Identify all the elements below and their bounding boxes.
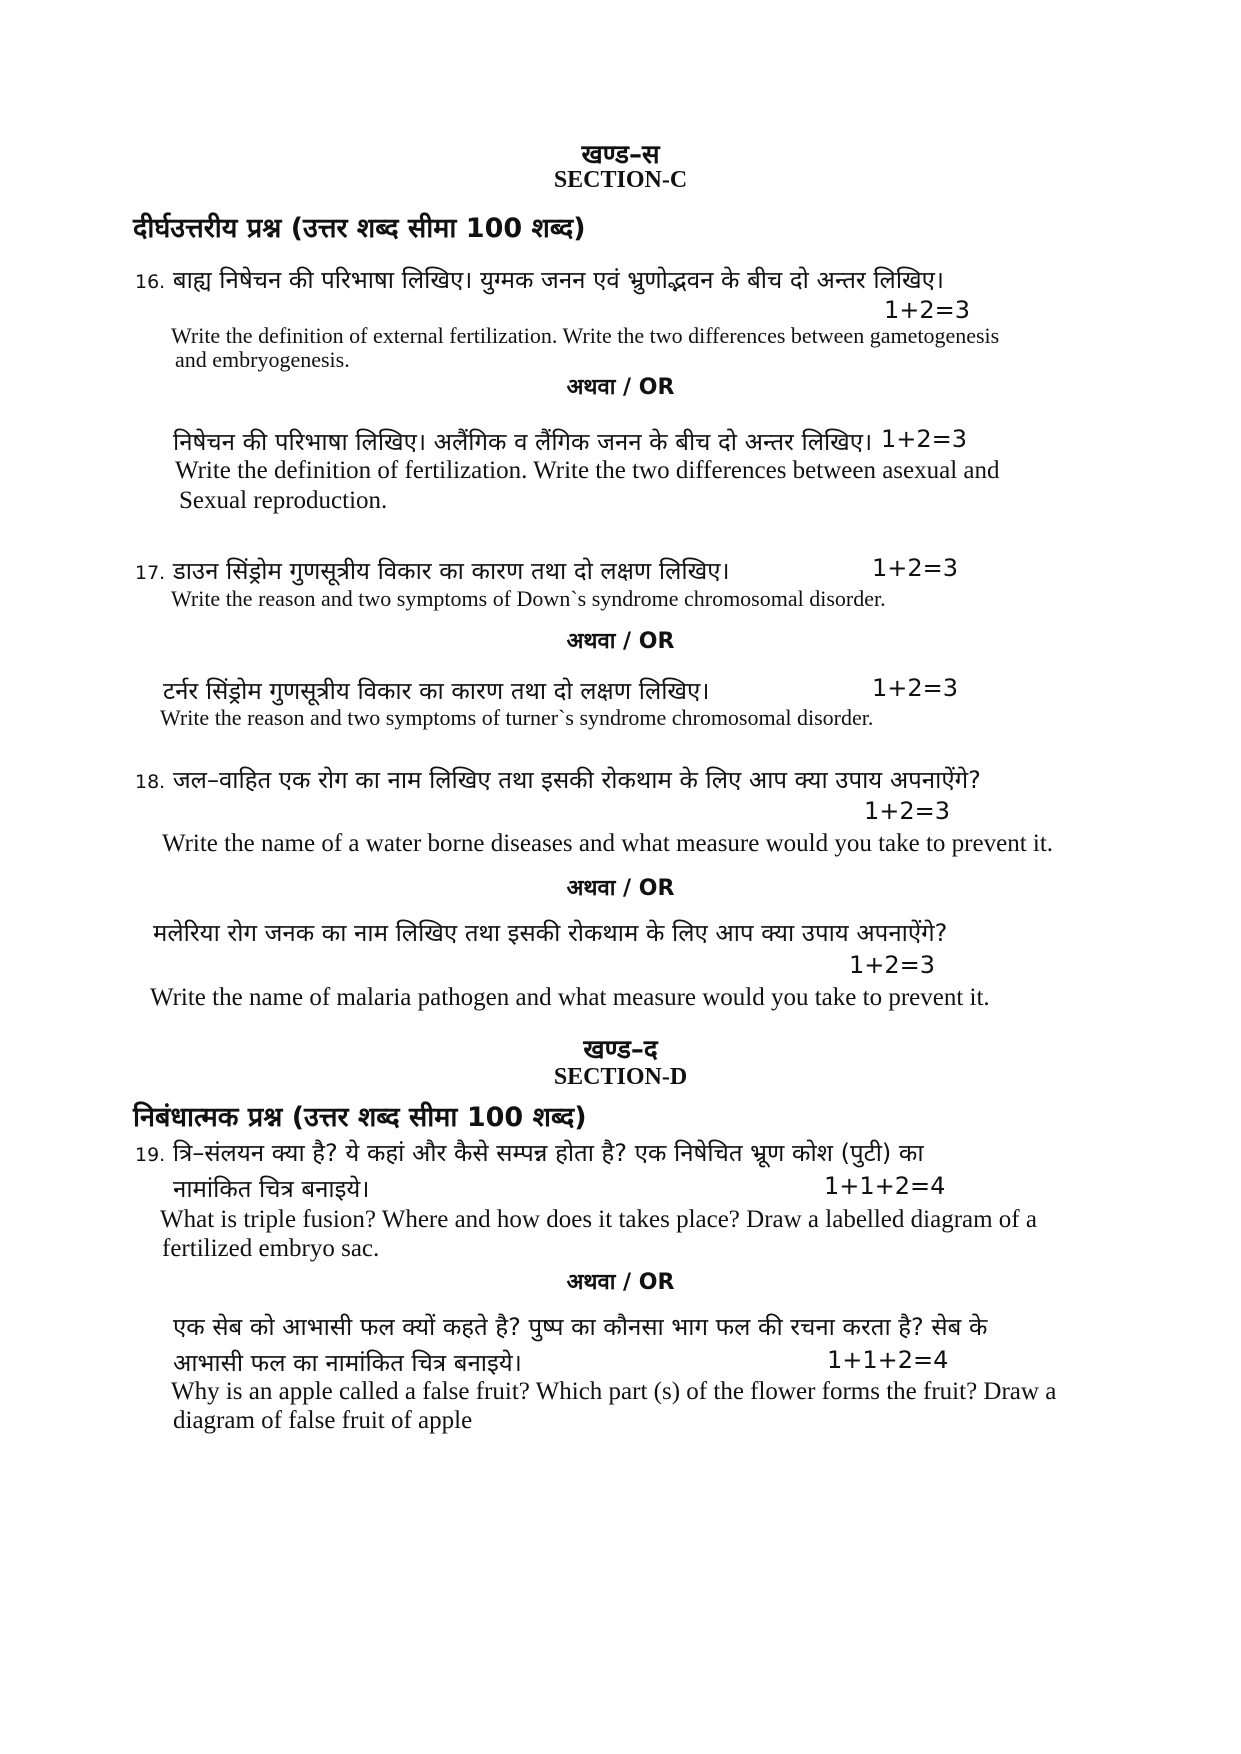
or-separator: अथवा / OR <box>566 1270 675 1295</box>
marks: 1+2=3 <box>864 797 951 825</box>
question-text-hindi-cont: नामांकित चित्र बनाइये। <box>173 1175 370 1203</box>
alt-question-text-hindi: एक सेब को आभासी फल क्यों कहते है? पुष्प का कौनसा भाग फल की रचना करता है? सेब के <box>173 1313 988 1341</box>
alt-question-text-english: Write the name of malaria pathogen and what measure would you take to prevent it. <box>150 984 990 1011</box>
question-text-english-cont: and embryogenesis. <box>175 347 350 372</box>
alt-question-text-english: Why is an apple called a false fruit? Which part (s) of the flower forms the fruit? Draw a <box>171 1378 1057 1405</box>
question-18 <box>135 763 981 796</box>
section-d-title: SECTION-D <box>553 1064 688 1090</box>
marks: 1+2=3 <box>872 674 959 702</box>
section-c-subtitle: दीर्घउत्तरीय प्रश्न (उत्तर शब्द सीमा 100 शब्द) <box>133 213 586 244</box>
marks: 1+2=3 <box>872 554 959 582</box>
marks: 1+1+2=4 <box>824 1172 946 1200</box>
section-c-title-hindi: खण्ड–स <box>581 140 660 170</box>
alt-question-text-english-cont: diagram of false fruit of apple <box>173 1407 473 1434</box>
question-number: 16. <box>135 271 166 293</box>
question-text-english: What is triple fusion? Where and how does it takes place? Draw a labelled diagram of a <box>160 1206 1037 1233</box>
alt-question-text-english: Write the reason and two symptoms of turner`s syndrome chromosomal disorder. <box>160 705 874 730</box>
marks: 1+2=3 <box>881 425 968 453</box>
alt-question-text-hindi: मलेरिया रोग जनक का नाम लिखिए तथा इसकी रोकथाम के लिए आप क्या उपाय अपनाऐंगे? <box>153 919 948 947</box>
alt-question-text-english-cont: Sexual reproduction. <box>179 487 388 514</box>
or-separator: अथवा / OR <box>566 375 675 400</box>
marks: 1+1+2=4 <box>827 1346 949 1374</box>
question-text-english: Write the definition of external fertilization. Write the two differences between gametogenesis <box>171 323 1000 348</box>
alt-question-text-hindi-cont: आभासी फल का नामांकित चित्र बनाइये। <box>173 1349 522 1377</box>
question-19 <box>135 1136 924 1169</box>
question-number: 19. <box>135 1144 166 1166</box>
question-text-english: Write the reason and two symptoms of Down`s syndrome chromosomal disorder. <box>171 586 886 611</box>
or-separator: अथवा / OR <box>566 629 675 654</box>
question-number: 18. <box>135 771 166 793</box>
question-17 <box>135 554 730 587</box>
section-d-subtitle: निबंधात्मक प्रश्न (उत्तर शब्द सीमा 100 शब्द) <box>133 1102 587 1133</box>
section-c-title: SECTION-C <box>553 167 688 193</box>
question-text-english: Write the name of a water borne diseases and what measure would you take to prevent it. <box>162 830 1054 857</box>
question-text-english-cont: fertilized embryo sac. <box>162 1235 380 1262</box>
alt-question-text-english: Write the definition of fertilization. Write the two differences between asexual and <box>175 457 1000 484</box>
question-text-hindi: बाह्य निषेचन की परिभाषा लिखिए। युग्मक जनन एवं भ्रुणोद्भवन के बीच दो अन्तर लिखिए। <box>172 266 945 294</box>
question-text-hindi: त्रि–संलयन क्या है? ये कहां और कैसे सम्पन्न होता है? एक निषेचित भ्रूण कोश (पुटी) का <box>172 1139 924 1167</box>
question-number: 17. <box>135 562 166 584</box>
or-separator: अथवा / OR <box>566 876 675 901</box>
marks: 1+2=3 <box>849 951 936 979</box>
alt-question-text-hindi: निषेचन की परिभाषा लिखिए। अलैंगिक व लैंगिक जनन के बीच दो अन्तर लिखिए। <box>173 428 873 456</box>
marks: 1+2=3 <box>884 296 971 324</box>
alt-question-text-hindi: टर्नर सिंड्रोम गुणसूत्रीय विकार का कारण तथा दो लक्षण लिखिए। <box>163 677 710 705</box>
section-d-title-hindi: खण्ड–द <box>583 1035 658 1065</box>
question-text-hindi: जल–वाहित एक रोग का नाम लिखिए तथा इसकी रोकथाम के लिए आप क्या उपाय अपनाऐंगे? <box>172 766 981 794</box>
question-text-hindi: डाउन सिंड्रोम गुणसूत्रीय विकार का कारण तथा दो लक्षण लिखिए। <box>172 557 730 585</box>
question-16 <box>135 263 944 296</box>
